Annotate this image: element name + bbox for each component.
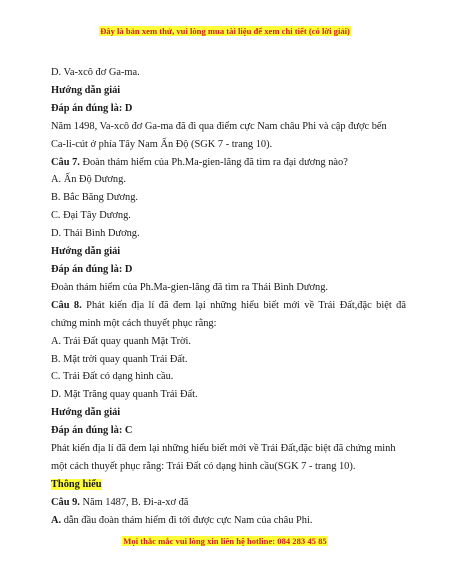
answer-option: B. Mặt trời quay quanh Trái Đất. <box>51 353 188 365</box>
correct-answer: Đáp án đúng là: C <box>51 425 133 437</box>
option-text: dẫn đầu đoàn thám hiểm đi tới được cực Nam của châu Phi. <box>61 514 313 526</box>
answer-option: D. Mặt Trăng quay quanh Trái Đất. <box>51 389 198 401</box>
solution-heading: Hướng dẫn giải <box>51 246 121 258</box>
question-7 <box>51 154 406 172</box>
difficulty-label <box>51 476 406 494</box>
difficulty-badge: Thông hiểu <box>51 478 102 490</box>
explanation-line: Ca-li-cút ở phía Tây Nam Ấn Độ (SGK 7 - trang 10). <box>51 138 273 150</box>
question-text: Năm 1487, B. Đi-a-xơ đã <box>79 496 189 508</box>
answer-option: D. Va-xcô đơ Ga-ma. <box>51 67 140 78</box>
answer-option: C. Đại Tây Dương. <box>51 210 131 222</box>
preview-banner-text: Đây là bản xem thử, vui lòng mua tài liệu để xem chi tiết (có lời giải) <box>100 26 350 36</box>
answer-option: B. Bắc Băng Dương. <box>51 192 139 204</box>
solution-heading: Hướng dẫn giải <box>51 407 121 419</box>
answer-option <box>51 512 406 530</box>
question-text: Đoàn thám hiểm của Ph.Ma-gien-lăng đã tìm ra đại dương nào? <box>79 156 348 168</box>
question-label: Câu 8. <box>51 299 82 311</box>
explanation-line: Phát kiến địa lí đã đem lại những hiểu biết mới về Trái Đất,đặc biệt đã chứng minh <box>51 443 396 455</box>
correct-answer: Đáp án đúng là: D <box>51 102 133 114</box>
explanation-line: một cách thuyết phục rằng: Trái Đất có dạng hình cầu(SGK 7 - trang 10). <box>51 460 356 472</box>
preview-banner <box>0 26 450 36</box>
explanation-line: Năm 1498, Va-xcô đơ Ga-ma đã đi qua điểm cực Nam châu Phi và cập được bến <box>51 120 387 132</box>
document-body <box>51 64 406 530</box>
answer-option: D. Thái Bình Dương. <box>51 228 140 240</box>
question-text-continued: chứng minh một cách thuyết phục rằng: <box>51 317 217 329</box>
correct-answer: Đáp án đúng là: D <box>51 263 133 275</box>
answer-option: A. Trái Đất quay quanh Mặt Trời. <box>51 335 192 347</box>
explanation-line: Đoàn thám hiểm của Ph.Ma-gien-lăng đã tìm ra Thái Bình Dương. <box>51 281 328 293</box>
question-8 <box>51 297 406 315</box>
option-label: A. <box>51 514 62 526</box>
question-text: Phát kiến địa lí đã đem lại những hiểu biết mới về Trái Đất,đặc biệt đã <box>81 299 406 311</box>
question-label: Câu 7. <box>51 156 80 168</box>
hotline-footer <box>0 536 450 546</box>
question-9 <box>51 494 406 512</box>
solution-heading: Hướng dẫn giải <box>51 84 121 96</box>
answer-option: A. Ấn Độ Dương. <box>51 174 126 186</box>
hotline-text: Mọi thắc mắc vui lòng xin liên hệ hotline: 084 283 45 85 <box>123 536 327 546</box>
answer-option: C. Trái Đất có dạng hình cầu. <box>51 371 174 383</box>
question-label: Câu 9. <box>51 496 80 508</box>
